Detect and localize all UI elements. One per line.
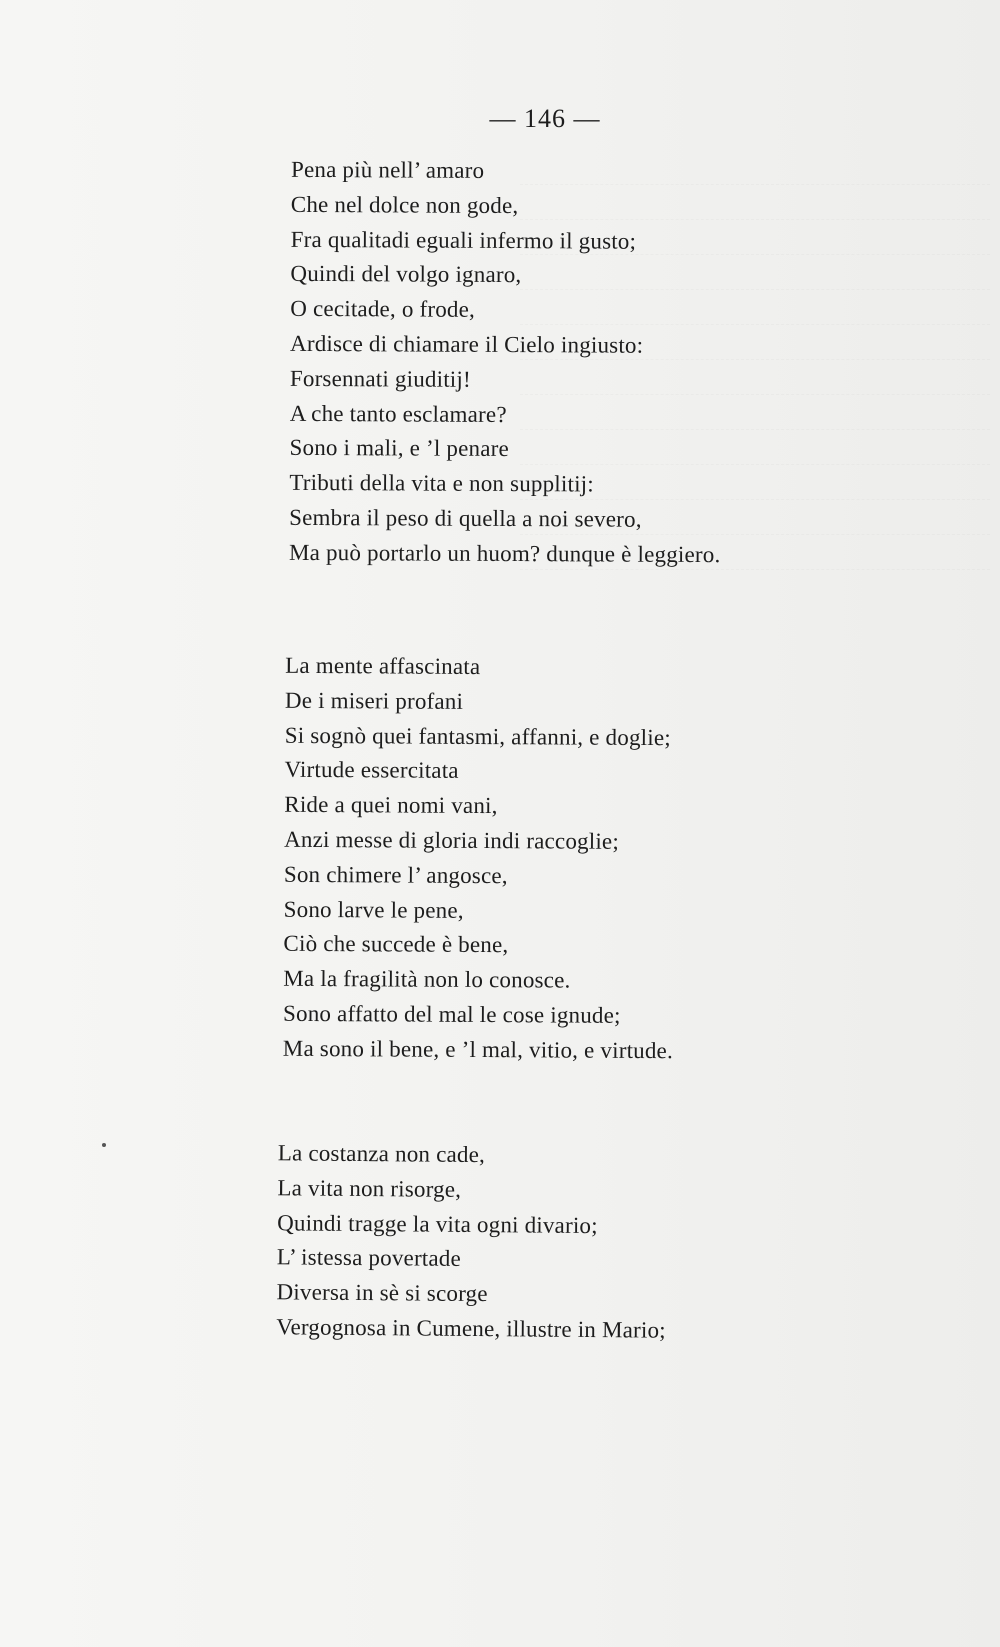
stanza [289,153,723,573]
verse-line: Virtude essercitata [284,757,459,784]
verse-line: Anzi messe di gloria indi raccoglie; [284,826,620,854]
verse-line: Diversa in sè si scorge [276,1279,488,1307]
verse-line: Tributi della vita e non supplitij: [289,470,594,497]
verse-line: Son chimere l’ angosce, [283,861,508,888]
verse-line: Sono i mali, e ’l penare [289,435,510,462]
verse-line: Forsennati giuditij! [289,365,471,392]
verse-line: Ma sono il bene, e ’l mal, vitio, e virtude. [282,1035,674,1063]
verse-line: La vita non risorge, [277,1175,462,1202]
stanza [283,649,676,1069]
verse-line: O cecitade, o frode, [290,296,476,323]
stanza [276,1136,667,1348]
verse-line: Quindi del volgo ignaro, [290,261,522,288]
verse-line: Ma la fragilità non lo conosce. [283,965,571,993]
verse-line: Ride a quei nomi vani, [284,791,498,819]
verse-line: Quindi tragge la vita ogni divario; [277,1209,598,1238]
verse-line: Sembra il peso di quella a noi severo, [289,504,642,532]
verse-line: Ciò che succede è bene, [283,931,509,958]
verse-line: La mente affascinata [285,652,481,680]
verse-line: Si sognò quei fantasmi, affanni, e doglie; [284,722,671,750]
verse-line: Fra qualitadi eguali infermo il gusto; [290,226,637,254]
verse-line: Pena più nell’ amaro [290,156,485,183]
ink-speck [102,1143,106,1147]
verse-line: Ardisce di chiamare il Cielo ingiusto: [290,330,644,358]
verse-line: La costanza non cade, [277,1140,486,1168]
page-number: — 146 — [489,104,601,133]
verse-line: Che nel dolce non gode, [290,191,519,218]
verse-line: Ma può portarlo un huom? dunque è leggiero. [288,539,721,567]
verse-line: Sono affatto del mal le cose ignude; [282,1000,621,1028]
verse-line: Sono larve le pene, [283,896,464,923]
verse-line: A che tanto esclamare? [289,400,507,427]
verse-line: Vergognosa in Cumene, illustre in Mario; [276,1314,666,1343]
verse-line: L’ istessa povertade [276,1244,462,1272]
verse-line: De i miseri profani [284,687,464,714]
